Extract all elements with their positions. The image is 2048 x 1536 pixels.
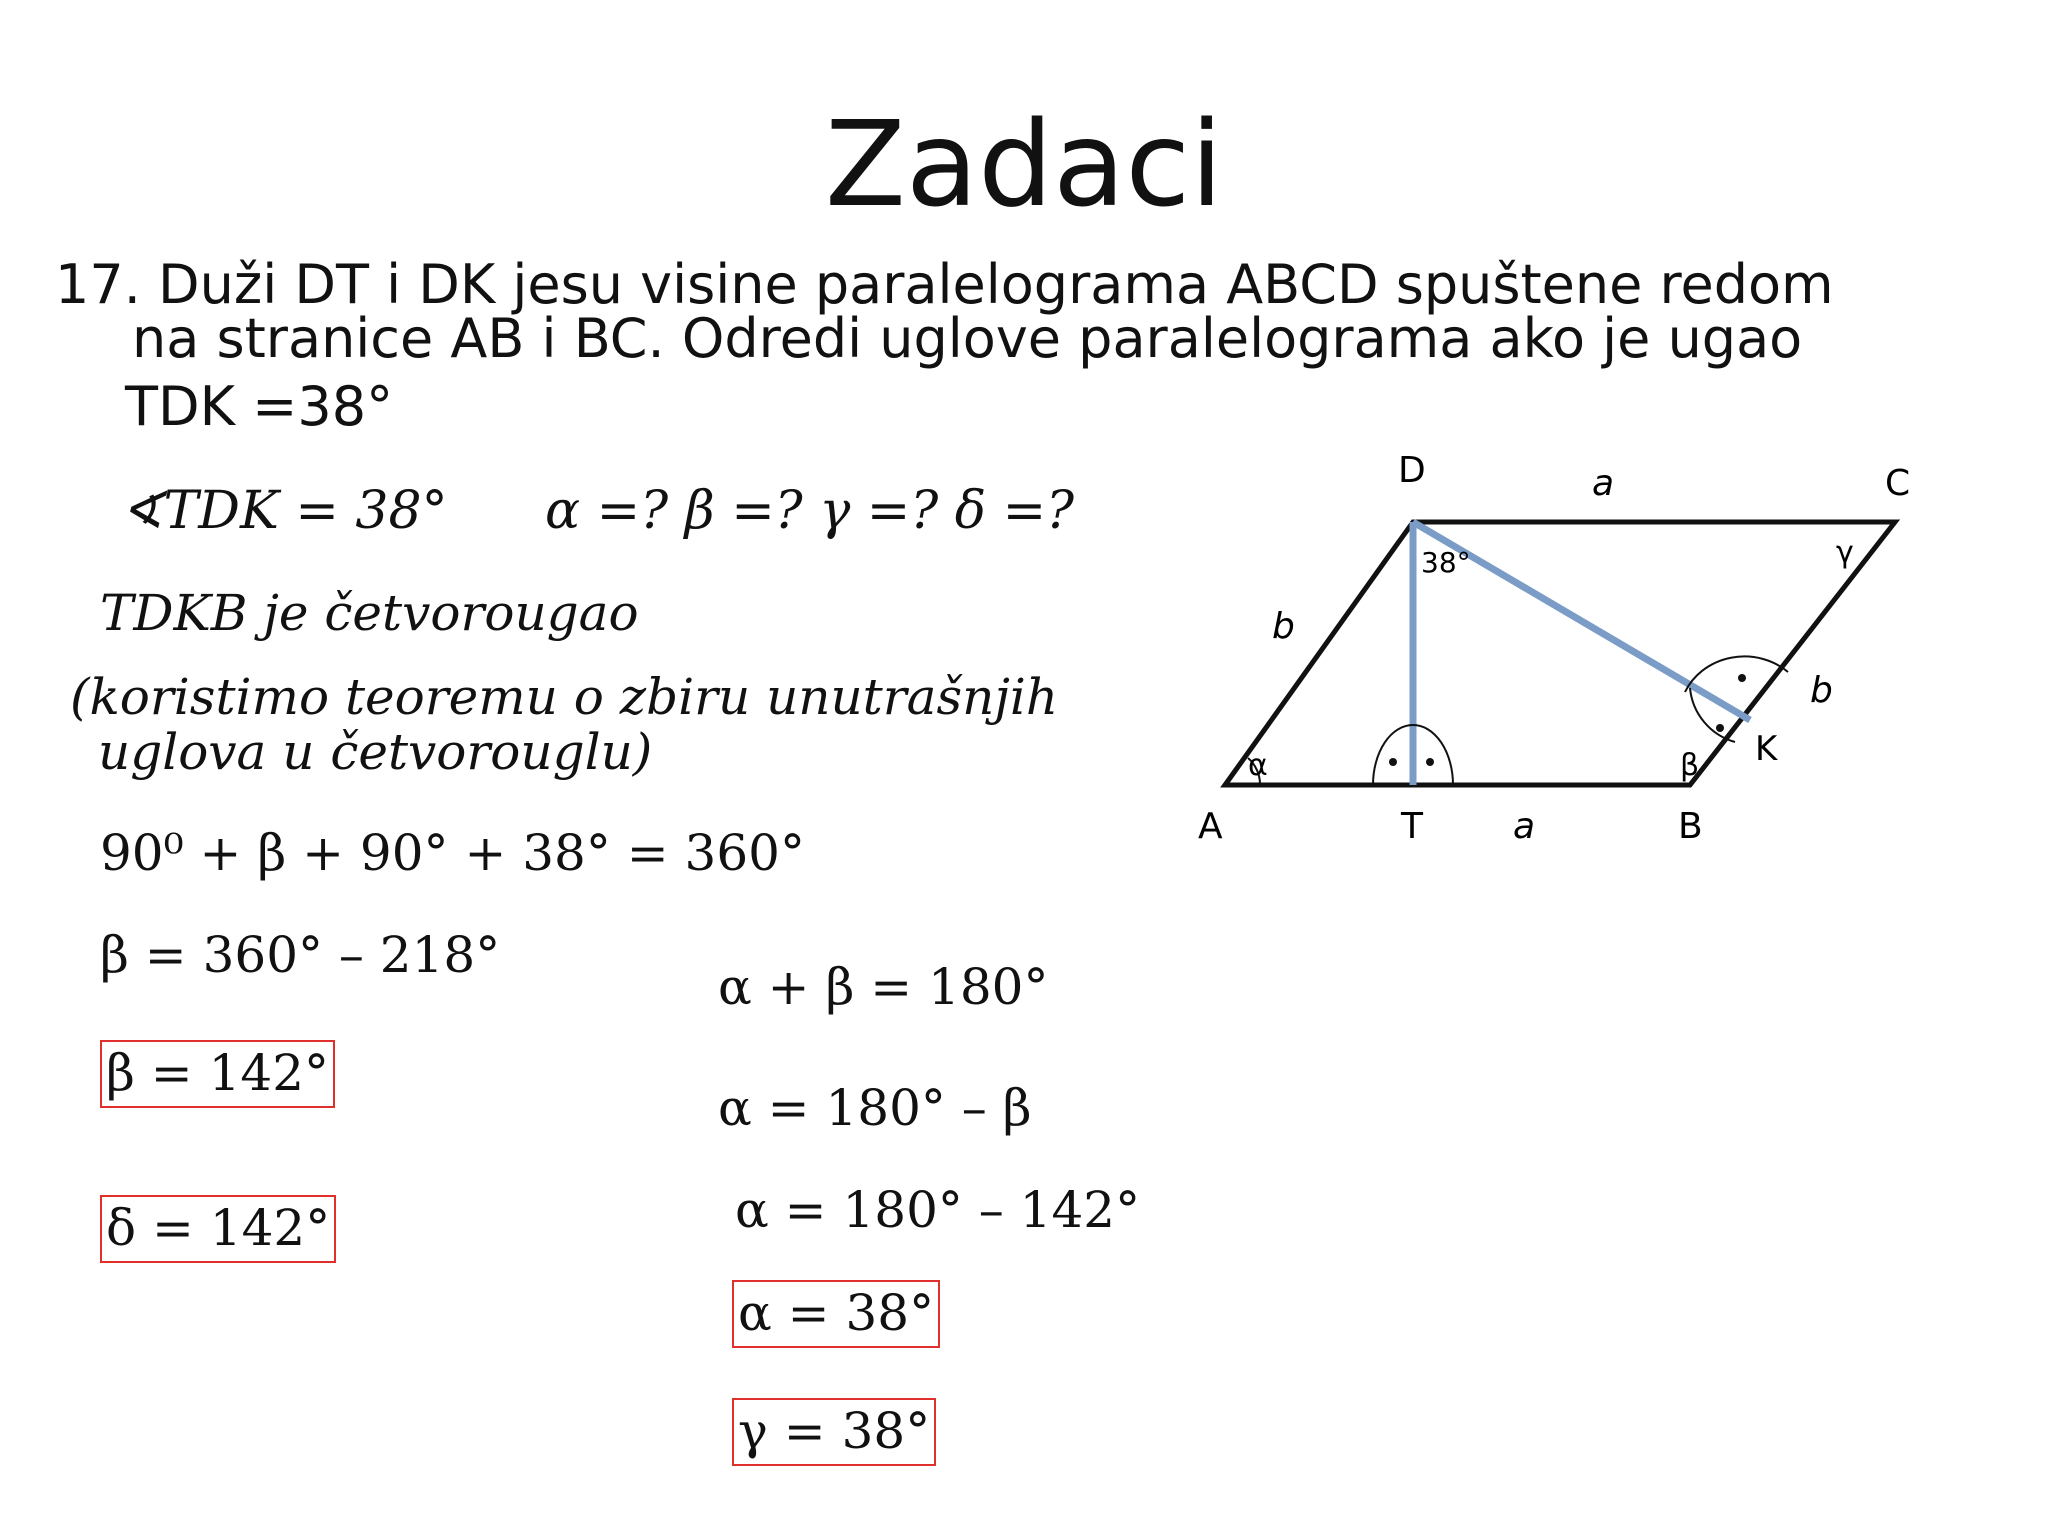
right-angle-dot-k1	[1738, 674, 1746, 682]
parallelogram-diagram	[1180, 440, 1940, 860]
alpha-result-box: α = 38°	[732, 1280, 940, 1348]
angle-label-alpha: α	[1248, 748, 1268, 783]
explanation-line-2: (koristimo teoremu o zbiru unutrašnjih	[70, 668, 1059, 726]
side-label-bottom: a	[1513, 806, 1536, 847]
side-label-right: b	[1810, 670, 1833, 711]
angle-label-gamma: γ	[1836, 535, 1854, 570]
equation-alpha-expression: α = 180° – β	[718, 1079, 1032, 1137]
given-angle: ∢TDK = 38°	[120, 481, 448, 541]
beta-result-box: β = 142°	[100, 1040, 335, 1108]
foot-label-t: T	[1401, 806, 1423, 847]
page-title: Zadaci	[824, 95, 1224, 233]
vertex-label-c: C	[1885, 463, 1911, 504]
task-line-2: na stranice AB i BC. Odredi uglove paralelograma ako je ugao	[132, 307, 1803, 370]
right-angle-dot-k2	[1716, 724, 1724, 732]
vertex-label-b: B	[1678, 806, 1703, 847]
side-label-top: a	[1592, 463, 1615, 504]
task-line-1: 17. Duži DT i DK jesu visine paralelograma ABCD spuštene redom	[55, 253, 1834, 316]
equation-angle-sum: 90⁰ + β + 90° + 38° = 360°	[100, 824, 805, 882]
parallelogram-abcd	[1225, 522, 1895, 785]
explanation-line-1: TDKB je četvorougao	[100, 584, 639, 642]
right-angle-dot-t1	[1389, 758, 1397, 766]
vertex-label-a: A	[1198, 806, 1223, 847]
side-label-left: b	[1272, 606, 1295, 647]
task-line-3: TDK =38°	[125, 375, 394, 438]
explanation-line-3: uglova u četvorouglu)	[98, 723, 653, 781]
angle-arc-k	[1685, 656, 1788, 692]
foot-label-k: K	[1755, 729, 1778, 769]
right-angle-dot-t2	[1426, 758, 1434, 766]
angle-label-beta: β	[1680, 748, 1700, 783]
angle-label-tdk: 38°	[1421, 546, 1471, 579]
vertex-label-d: D	[1398, 450, 1426, 491]
delta-result-box: δ = 142°	[100, 1195, 336, 1263]
unknown-angles: α =? β =? γ =? δ =?	[545, 481, 1075, 541]
equation-alpha-beta-sum: α + β = 180°	[718, 958, 1049, 1016]
gamma-result-box: γ = 38°	[732, 1398, 936, 1466]
equation-beta-subtraction: β = 360° – 218°	[100, 926, 501, 984]
equation-alpha-value: α = 180° – 142°	[735, 1181, 1141, 1239]
